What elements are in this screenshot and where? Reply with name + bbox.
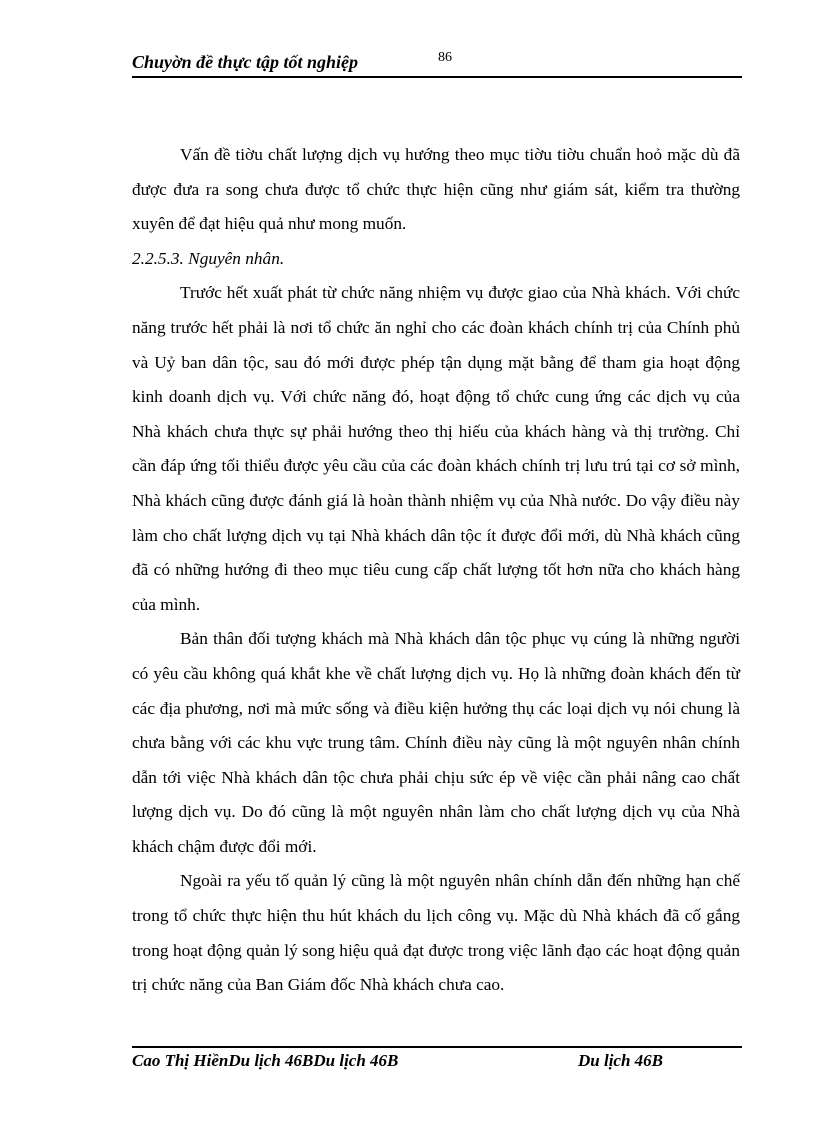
page-number: 86 [438, 50, 452, 65]
paragraph-1: Vấn đề tiờu chất lượng dịch vụ hướng theo mục tiờu tiờu chuẩn hoỏ mặc dù đã được đưa ra song chưa được tổ chức thực hiện cũng như giám sát, kiểm tra thường xuyên để đạt hiệu quả như mong muốn. [132, 145, 740, 234]
section-heading: 2.2.5.3. Nguyên nhân. [132, 248, 285, 268]
header-title: Chuyờn đề thực tập tốt nghiệp [132, 52, 358, 72]
footer-class: Du lịch 46B [578, 1051, 664, 1070]
footer-author: Cao Thị HiềnDu lịch 46BDu lịch 46B [132, 1051, 399, 1070]
paragraph-3: Bản thân đối tượng khách mà Nhà khách dân tộc phục vụ cúng là những người có yêu cầu không quá khắt khe về chất lượng dịch vụ. Họ là những đoàn khách đến từ các địa phương, nơi mà mức sống và điều kiện hưởng thụ các loại dịch vụ nói chung là chưa bằng với các khu vực trung tâm. Chính điều này cũng là một nguyên nhân chính dẫn tới việc Nhà khách dân tộc chưa phải chịu sức ép về việc cần phải nâng cao chất lượng dịch vụ. Do đó cũng là một nguyên nhân làm cho chất lượng dịch vụ của Nhà khách chậm được đổi mới. [132, 629, 740, 856]
paragraph-4: Ngoài ra yếu tố quản lý cũng là một nguyên nhân chính dẫn đến những hạn chế trong tổ chức thực hiện thu hút khách du lịch công vụ. Mặc dù Nhà khách đã cố gắng trong hoạt động quản lý song hiệu quả đạt được trong việc lãnh đạo các hoạt động quản trị chức năng của Ban Giám đốc Nhà khách chưa cao. [132, 871, 740, 995]
page-header [132, 52, 742, 78]
paragraph-2: Trước hết xuất phát từ chức năng nhiệm vụ được giao của Nhà khách. Với chức năng trước hết phải là nơi tổ chức ăn nghỉ cho các đoàn khách chính trị của Chính phủ và Uỷ ban dân tộc, sau đó mới được phép tận dụng mặt bằng để tham gia hoạt động kinh doanh dịch vụ. Với chức năng đó, hoạt động tổ chức cung ứng các dịch vụ của Nhà khách chưa thực sự phải hướng theo thị hiếu của khách hàng và thị trường. Chỉ cần đáp ứng tối thiểu được yêu cầu của các đoàn khách chính trị lưu trú tại cơ sở mình, Nhà khách cũng được đánh giá là hoàn thành nhiệm vụ của Nhà nước. Do vậy điều này làm cho chất lượng dịch vụ tại Nhà khách dân tộc ít được đổi mới, dù Nhà khách cũng đã có những hướng đi theo mục tiêu cung cấp chất lượng tốt hơn nữa cho khách hàng của mình. [132, 283, 740, 614]
header-rule [132, 76, 742, 78]
document-body [132, 138, 740, 1003]
footer-rule [132, 1046, 742, 1048]
